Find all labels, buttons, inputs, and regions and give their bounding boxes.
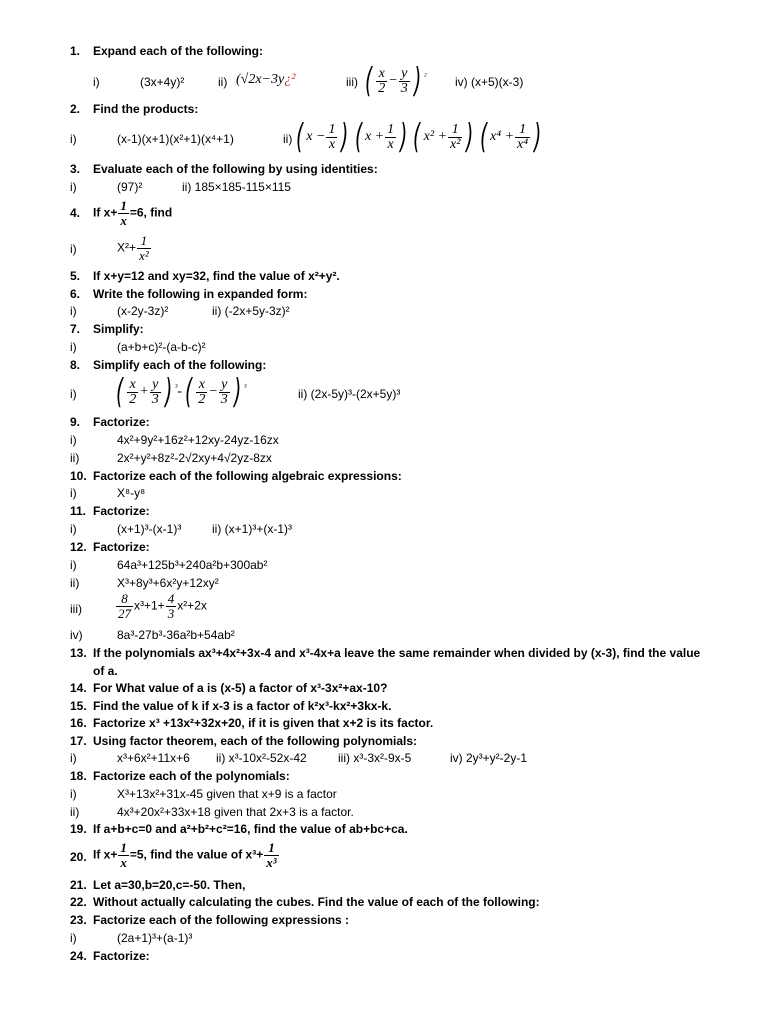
q4-text: If x+ $\frac{1}{x}$ =6, find (93, 198, 173, 228)
q1-i-label: i) (93, 75, 100, 89)
q1-iv: iv) (x+5)(x-3) (455, 75, 524, 89)
q18-i-expr: X³+13x²+31x-45 given that x+9 is a factor (117, 787, 337, 801)
q18-number: 18. (70, 769, 87, 783)
q19-number: 19. (70, 822, 87, 836)
q21-text: Let a=30,b=20,c=-50. Then, (93, 878, 246, 892)
q15-number: 15. (70, 699, 87, 713)
q9-i-expr: 4x²+9y²+16z²+12xy-24yz-16zx (117, 433, 279, 447)
q11-number: 11. (70, 504, 87, 518)
q2-i-label: i) (70, 132, 77, 146)
q23-text: Factorize each of the following expressions : (93, 913, 350, 927)
q13-text: If the polynomials ax³+4x²+3x-4 and x³-4x+a leave the same remainder when divided by (x-3), find the value (93, 646, 701, 660)
q17-number: 17. (70, 734, 87, 748)
q12-iii-expr: $\frac{8}{27}$ x³+1+ $\frac{4}{3}$ x²+2x (118, 591, 207, 621)
q18-i-label: i) (70, 787, 77, 801)
q20-text: If x+ $\frac{1}{x}$ =5, find the value of x³+ $\frac{1}{\text{x³}}$ (93, 840, 277, 870)
q7-text: Simplify: (93, 322, 144, 336)
q18-ii-label: ii) (70, 805, 80, 819)
q6-i-label: i) (70, 304, 77, 318)
q22-text: Without actually calculating the cubes. Find the value of each of the following: (93, 895, 540, 909)
q18-ii-expr: 4x³+20x²+33x+18 given that 2x+3 is a factor. (117, 805, 354, 819)
q22-number: 22. (70, 895, 87, 909)
q1-ii-main: (√2x−3y (236, 72, 285, 87)
q8-ii-expr: ii) (2x-5y)³-(2x+5y)³ (298, 387, 401, 401)
q8-text: Simplify each of the following: (93, 358, 267, 372)
q16-text: Factorize x³ +13x²+32x+20, if it is given that x+2 is its factor. (93, 716, 434, 730)
q23-number: 23. (70, 913, 87, 927)
q2-ii-expr: ( x − $\frac{1}{x}$ ) ( x + $\frac{1}{x}$ ) ( x² + $\frac{1}{\text{x²}}$ ) ( x⁴ + $\frac{1}{\text{x⁴}}$ ) (295, 117, 542, 157)
q15-text: Find the value of k if x-3 is a factor of k²x³-kx²+3kx-k. (93, 699, 392, 713)
q3-text: Evaluate each of the following by using identities: (93, 162, 378, 176)
q7-i-expr: (a+b+c)²-(a-b-c)² (117, 340, 206, 354)
q9-ii-expr: 2x²+y²+8z²-2√2xy+4√2yz-8zx (117, 451, 272, 465)
q2-text: Find the products: (93, 102, 199, 116)
q12-iii-label: iii) (70, 602, 82, 616)
q6-i-expr: (x-2y-3z)² (117, 304, 169, 318)
q3-i-label: i) (70, 180, 77, 194)
q17-iii-expr: iii) x³-3x²-9x-5 (338, 751, 412, 765)
q1-iii-label: iii) (346, 75, 358, 89)
q1-number: 1. (70, 44, 81, 58)
q24-number: 24. (70, 949, 87, 963)
q1-i-expr: (3x+4y)² (140, 75, 185, 89)
q23-i-label: i) (70, 931, 77, 945)
q5-text: If x+y=12 and xy=32, find the value of x²+y². (93, 269, 340, 283)
q24-text: Factorize: (93, 949, 150, 963)
q18-text: Factorize each of the polynomials: (93, 769, 290, 783)
q6-ii-expr: ii) (-2x+5y-3z)² (212, 304, 290, 318)
q20-number: 20. (70, 850, 87, 864)
q11-i-label: i) (70, 522, 77, 536)
q6-number: 6. (70, 287, 81, 301)
q7-number: 7. (70, 322, 81, 336)
q21-number: 21. (70, 878, 87, 892)
q1-text: Expand each of the following: (93, 44, 264, 58)
q6-text: Write the following in expanded form: (93, 287, 308, 301)
q17-i-label: i) (70, 751, 77, 765)
q1-ii-tail: ¿² (284, 72, 296, 87)
q8-number: 8. (70, 358, 81, 372)
q13-number: 13. (70, 646, 87, 660)
q2-ii-label: ii) (283, 132, 293, 146)
q11-i-expr: (x+1)³-(x-1)³ (117, 522, 182, 536)
q9-ii-label: ii) (70, 451, 80, 465)
q8-i-expr: ( $\frac{x}{2}$ + $\frac{y}{3}$ ) $^{^3}$-( $\frac{x}{2}$ − $\frac{y}{3}$ ) $^{^3}$ (115, 372, 247, 412)
q23-i-expr: (2a+1)³+(a-1)³ (117, 931, 193, 945)
q2-i-expr: (x-1)(x+1)(x²+1)(x⁴+1) (117, 132, 234, 146)
q17-iv-expr: iv) 2y³+y²-2y-1 (450, 751, 528, 765)
q10-number: 10. (70, 469, 87, 483)
q4-i-expr: X²+ $\frac{1}{\text{x²}}$ (117, 233, 149, 263)
q16-number: 16. (70, 716, 87, 730)
q12-i-expr: 64a³+125b³+240a²b+300ab² (117, 558, 268, 572)
q13-text-cont: of a. (93, 664, 118, 678)
q9-text: Factorize: (93, 415, 150, 429)
q8-i-label: i) (70, 387, 77, 401)
q17-i-expr: x³+6x²+11x+6 (117, 751, 190, 765)
q7-i-label: i) (70, 340, 77, 354)
q3-i-expr: (97)² (117, 180, 143, 194)
q12-i-label: i) (70, 558, 77, 572)
q17-text: Using factor theorem, each of the following polynomials: (93, 734, 418, 748)
q14-text: For What value of a is (x-5) a factor of x³-3x²+ax-10? (93, 681, 388, 695)
q11-text: Factorize: (93, 504, 150, 518)
q5-number: 5. (70, 269, 81, 283)
q10-i-expr: X⁸-y⁸ (117, 486, 146, 500)
q3-ii-expr: ii) 185×185-115×115 (182, 180, 291, 194)
q14-number: 14. (70, 681, 87, 695)
q1-ii-label: ii) (218, 75, 228, 89)
q10-text: Factorize each of the following algebraic expressions: (93, 469, 402, 483)
q4-i-label: i) (70, 242, 77, 256)
q4-number: 4. (70, 206, 81, 220)
q12-ii-label: ii) (70, 576, 80, 590)
q12-iv-label: iv) (70, 628, 83, 642)
q12-ii-expr: X³+8y³+6x²y+12xy² (117, 576, 219, 590)
q12-text: Factorize: (93, 540, 150, 554)
q17-ii-expr: ii) x³-10x²-52x-42 (216, 751, 307, 765)
q19-text: If a+b+c=0 and a²+b²+c²=16, find the value of ab+bc+ca. (93, 822, 408, 836)
q1-iii-expr: ( $\frac{x}{2}$ − $\frac{y}{3}$ ) $^{^2}$ (364, 61, 427, 101)
q1-ii-expr (236, 73, 295, 87)
q12-iv-expr: 8a³-27b³-36a²b+54ab² (117, 628, 235, 642)
q10-i-label: i) (70, 486, 77, 500)
q3-number: 3. (70, 162, 81, 176)
q9-i-label: i) (70, 433, 77, 447)
q12-number: 12. (70, 540, 87, 554)
q9-number: 9. (70, 415, 81, 429)
q11-ii-expr: ii) (x+1)³+(x-1)³ (212, 522, 292, 536)
q2-number: 2. (70, 102, 81, 116)
